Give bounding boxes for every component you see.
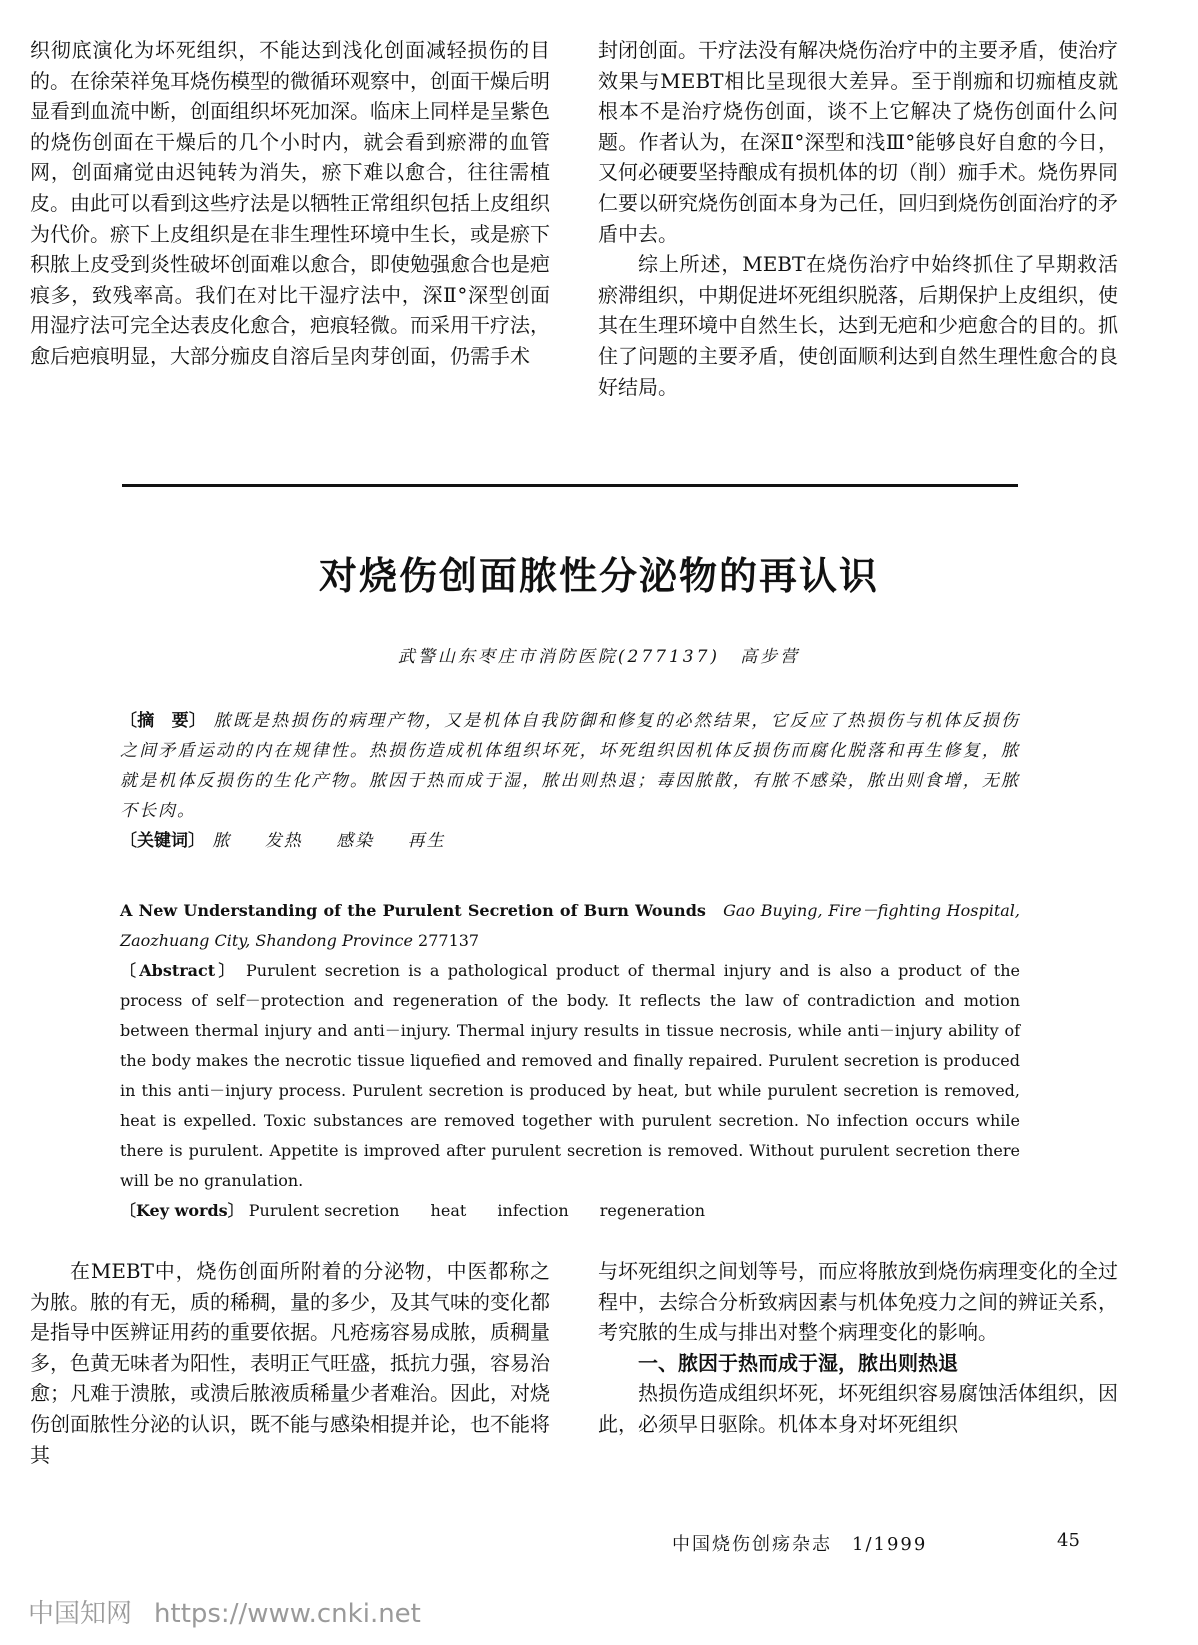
en-author: Gao Buying, Fire－fighting Hospital, Zaozhuang City, Shandong Province: [120, 901, 1021, 950]
en-keyword: infection: [497, 1201, 569, 1220]
en-title-line: [120, 896, 1020, 956]
watermark-brand: 中国知网: [28, 1599, 133, 1629]
paragraph: 织彻底演化为坏死组织，不能达到浅化创面减轻损伤的目的。在徐荣祥兔耳烧伤模型的微循环观察中，创面干燥后明显看到血流中断，创面组织坏死加深。临床上同样是呈紫色的烧伤创面在干燥后的几个小时内，就会看到瘀滞的血管网，创面痛觉由迟钝转为消失，瘀下难以愈合，往往需植皮。由此可以看到这些疗法是以牺牲正常组织包括上皮组织为代价。瘀下上皮组织是在非生理性环境中生长，或是瘀下积脓上皮受到炎性破坏创面难以愈合，即使勉强愈合也是疤痕多，致残率高。我们在对比干湿疗法中，深Ⅱ°深型创面用湿疗法可完全达表皮化愈合，疤痕轻微。而采用干疗法，愈后疤痕明显，大部分痂皮自溶后呈肉芽创面，仍需手术: [30, 38, 550, 368]
cn-keyword: 感染: [336, 831, 375, 851]
article-title: 对烧伤创面脓性分泌物的再认识: [318, 554, 879, 598]
cn-abstract-text: 脓既是热损伤的病理产物，又是机体自我防御和修复的必然结果，它反应了热损伤与机体反损伤之间矛盾运动的内在规律性。热损伤造成机体组织坏死，坏死组织因机体反损伤而腐化脱落和再生修复，脓就是机体反损伤的生化产物。脓因于热而成于湿，脓出则热退；毒因脓散，有脓不感染，脓出则食增，无脓不长肉。: [120, 711, 1021, 821]
cnki-watermark: [28, 1593, 421, 1630]
cn-keywords-label: 〔关键词〕: [120, 831, 205, 851]
en-abstract-paragraph: [120, 956, 1020, 1196]
page-number: 45: [1057, 1530, 1080, 1551]
journal-footer: 中国烧伤创疡杂志 1/1999: [672, 1534, 928, 1555]
top-right-column: [598, 35, 1118, 402]
cn-keyword: 发热: [264, 831, 303, 851]
section-heading: 一、脓因于热而成于湿，脓出则热退: [638, 1350, 958, 1375]
section-divider: [122, 484, 1018, 487]
top-left-column: [30, 35, 550, 372]
author-affiliation: 武警山东枣庄市消防医院(277137) 高步营: [397, 647, 801, 667]
paragraph: 封闭创面。干疗法没有解决烧伤治疗中的主要矛盾，使治疗效果与MEBT相比呈现很大差异。至于削痂和切痂植皮就根本不是治疗烧伤创面，谈不上它解决了烧伤创面什么问题。作者认为，在深Ⅱ°深型和浅Ⅲ°能够良好自愈的今日，又何必硬要坚持酿成有损机体的切（削）痂手术。烧伤界同仁要以研究烧伤创面本身为己任，回归到烧伤创面治疗的矛盾中去。: [598, 38, 1118, 246]
cn-keywords: [120, 826, 1020, 856]
en-keyword: Purulent secretion: [248, 1201, 400, 1220]
en-abstract-label: 〔Abstract〕: [120, 961, 238, 980]
watermark-url: https://www.cnki.net: [154, 1599, 421, 1629]
en-zip: 277137: [418, 931, 480, 950]
en-keywords-label: 〔Key words〕: [120, 1201, 244, 1220]
en-keywords: [120, 1196, 1020, 1226]
paragraph: 综上所述，MEBT在烧伤治疗中始终抓住了早期救活瘀滞组织，中期促进坏死组织脱落，后期保护上皮组织，使其在生理环境中自然生长，达到无疤和少疤愈合的目的。抓住了问题的主要矛盾，使创面顺利达到自然生理性愈合的良好结局。: [598, 252, 1118, 399]
chinese-abstract: [120, 706, 1020, 856]
cn-abstract-paragraph: [120, 706, 1020, 826]
en-abstract-text: Purulent secretion is a pathological product of thermal injury and is also a product of the process of self－protection and regeneration of the body. It reflects the law of contradiction and motion between thermal injury and anti－injury. Thermal injury results in tissue necrosis, while anti－injury ability of the body makes the necrotic tissue liquefied and removed and finally repaired. Purulent secretion is produced in this anti－injury process. Purulent secretion is produced by heat, but while purulent secretion is removed, heat is expelled. Toxic substances are removed together with purulent secretion. No infection occurs while there is purulent. Appetite is improved after purulent secretion is removed. Without purulent secretion there will be no granulation.: [120, 961, 1021, 1190]
bottom-right-column: [598, 1256, 1118, 1440]
bottom-left-column: [30, 1256, 550, 1470]
en-keyword: regeneration: [599, 1201, 706, 1220]
english-abstract: [120, 896, 1020, 1226]
en-title: A New Understanding of the Purulent Secretion of Burn Wounds: [120, 901, 706, 920]
paragraph: 在MEBT中，烧伤创面所附着的分泌物，中医都称之为脓。脓的有无，质的稀稠，量的多少，及其气味的变化都是指导中医辨证用药的重要依据。凡疮疡容易成脓，质稠量多，色黄无味者为阳性，表明正气旺盛，抵抗力强，容易治愈；凡难于溃脓，或溃后脓液质稀量少者难治。因此，对烧伤创面脓性分泌的认识，既不能与感染相提并论，也不能将其: [30, 1259, 550, 1467]
cn-keyword: 再生: [407, 831, 446, 851]
cn-keyword: 脓: [212, 831, 232, 851]
cn-abstract-label: 〔摘 要〕: [120, 711, 207, 731]
paragraph: 热损伤造成组织坏死，坏死组织容易腐蚀活体组织，因此，必须早日驱除。机体本身对坏死组织: [598, 1381, 1118, 1436]
en-keyword: heat: [430, 1201, 467, 1220]
paragraph: 与坏死组织之间划等号，而应将脓放到烧伤病理变化的全过程中，去综合分析致病因素与机体免疫力之间的辨证关系，考究脓的生成与排出对整个病理变化的影响。: [598, 1259, 1118, 1345]
